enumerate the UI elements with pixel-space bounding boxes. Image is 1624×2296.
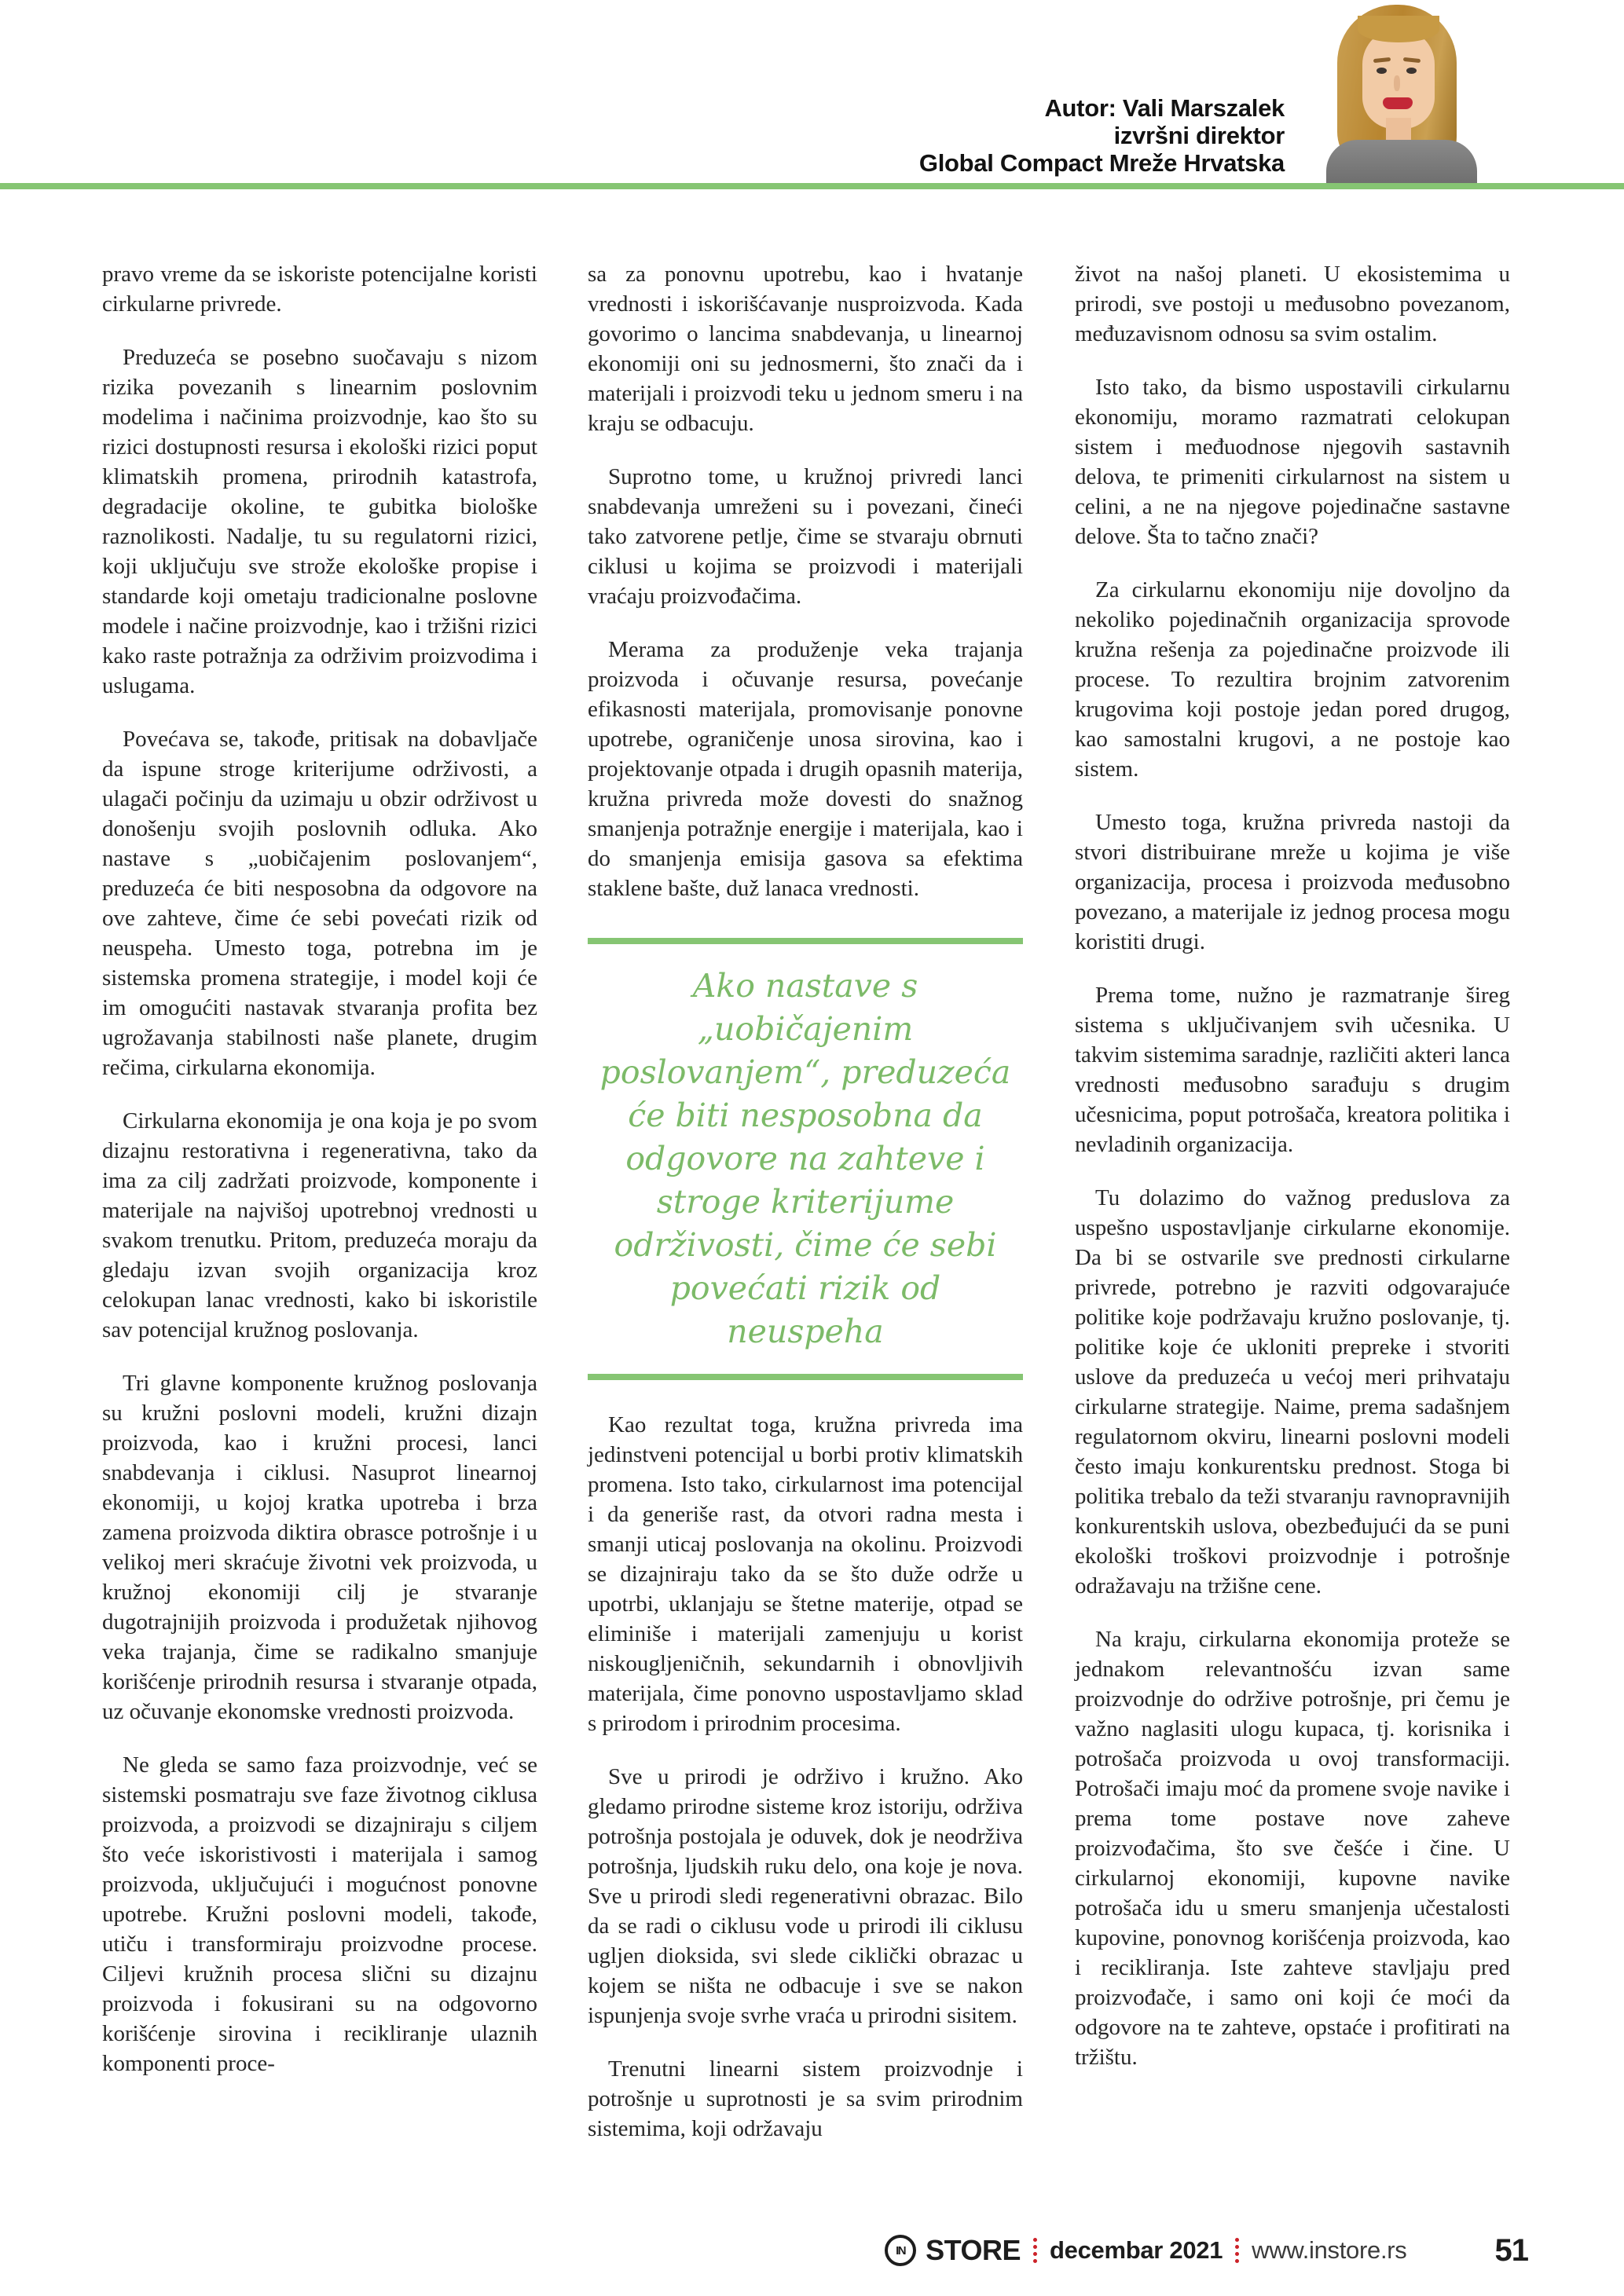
paragraph: Ne gleda se samo faza proizvodnje, već se sistemski posmatraju sve faze životnog ciklusa proizvoda, a proizvodi se dizajniraju s ciljem što veće iskoristivosti i materijala i samog proizvoda, uključujući i mogućnost ponovne upotrebe. Kružni poslovni modeli, takođe, utiču i transformiraju proizvodne procese. Ciljevi kružnih procesa slični su dizajnu proizvoda i fokusirani su na odgovorno korišćenje sirovina i recikliranje ulaznih komponenti proce- (102, 1752, 537, 2076)
pull-quote-text: Ako nastave s „uobičajenim poslovanjem“, preduzeća će biti nesposobna da odgovore na zahteve i stroge kriterijume održivosti, čime će sebi povećati rizik od neuspeha (599, 967, 1011, 1350)
paragraph: Tri glavne komponente kružnog poslovanja su kružni poslovni modeli, kružni dizajn proizvoda, kao i kružni procesi, lanci snabdevanja i ciklusi. Nasuprot linearnoj ekonomiji, u kojoj kratka upotreba i brza zamena proizvoda diktira obrasce potrošnje i u velikoj meri skraćuje životni vek proizvoda, u kružnoj ekonomiji cilj je stvaranje dugotrajnijih proizvoda i produžetak njihovog veka trajanja, čime se radikalno smanjuje korišćenje prirodnih resursa i stvaranje otpada, uz očuvanje ekonomske vrednosti proizvoda. (102, 1371, 537, 1724)
paragraph: pravo vreme da se iskoriste potencijalne koristi cirkularne privrede. (102, 262, 537, 317)
paragraph: Kao rezultat toga, kružna privreda ima jedinstveni potencijal u borbi protiv klimatskih promena. Isto tako, cirkularnost ima potencijal i da generiše rast, da otvori radna mesta i smanji uticaj poslovanja na okolinu. Proizvodi se dizajniraju tako da se što duže održe u upotrbi, uklanjaju se štetne materije, otpad se eliminiše i materijali zamenjuju u korist niskougljeničnih, sekundarnih i obnovljivih materijala, čime ponovno uspostavljamo sklad s prirodom i prirodnim procesima. (588, 1412, 1023, 1736)
paragraph: Sve u prirodi je održivo i kružno. Ako gledamo prirodne sisteme kroz istoriju, održiva potrošnja postojala je oduvek, dok je neodrživa potrošnja, ljudskih ruku delo, ona koje je nova. Sve u prirodi sledi regenerativni obrazac. Bilo da se radi o ciklusu vode u prirodi ili ciklusu ugljen dioksida, svi slede ciklički obrazac u kojem se ništa ne odbacuje i sve se nakon ispunjenja svoje svrhe vraća u prirodni sisitem. (588, 1764, 1023, 2028)
author-photo (1326, 0, 1477, 183)
paragraph: Preduzeća se posebno suočavaju s nizom rizika povezanih s linearnim poslovnim modelima i načinima proizvodnje, kao što su rizici dostupnosti resursa i ekološki rizici poput klimatskih promena, prirodnih katastrofa, degradacije okoline, te gubitka biološke raznolikosti. Nadalje, tu su regulatorni rizici, koji uključuju sve strože ekološke propise i standarde koji ometaju tradicionalne poslovne modele i načine proizvodnje, kao i tržišni rizici kako raste potražnja za održivim proizvodima i uslugama. (102, 345, 537, 698)
paragraph: Merama za produženje veka trajanja proizvoda i očuvanje resursa, povećanje efikasnosti materijala, promovisanje ponovne upotrebe, ograničenje unosa sirovina, kao i projektovanje otpada i drugih opasnih materija, kružna privreda može dovesti do snažnog smanjenja potražnje energije i materijala, kao i do smanjenja emisija gasova sa efektima staklene bašte, duž lanaca vrednosti. (588, 637, 1023, 901)
instore-logo-text: STORE (926, 2234, 1021, 2266)
page-number: 51 (1494, 2232, 1528, 2268)
page-footer (885, 2232, 1528, 2269)
quote-rule-top (588, 938, 1023, 944)
paragraph: Prema tome, nužno je razmatranje šireg sistema s uključivanjem svih učesnika. U takvim sistemima saradnje, različiti akteri lanca vrednosti međusobno sarađuju s drugim učesnicima, poput potrošača, kreatora politika i nevladinih organizacija. (1075, 983, 1511, 1157)
paragraph: Tu dolazimo do važnog preduslova za uspešno uspostavljanje cirkularne ekonomije. Da bi se ostvarile sve prednosti cirkularne privrede, potrebno je razviti odgovarajuće politike koje podržavaju kružno poslovanje, tj. politike koje će ukloniti prepreke i stvoriti uslove da preduzeća u većoj meri prihvataju cirkularne strategije. Naime, prema sadašnjem regulatornom okviru, linearni poslovni modeli često imaju konkurentsku prednost. Stoga bi politika trebalo da teži stvaranju ravnopravnijih konkurentskih uslova, obezbeđujući da se puni ekološki troškovi proizvodnje i potrošnje odražavaju na tržišne cene. (1075, 1185, 1510, 1598)
issue-date: decembar 2021 (1050, 2236, 1223, 2264)
photo-lips (1383, 97, 1413, 109)
column-2-bottom (588, 1410, 1023, 2144)
paragraph: Suprotno tome, u kružnoj privredi lanci snabdevanja umreženi su i povezani, čineći tako zatvorene petlje, čime se stvaraju obrnuti ciklusi u kojima se proizvodi i materijali vraćaju proizvođačima. (588, 464, 1023, 609)
website-url: www.instore.rs (1252, 2236, 1407, 2264)
header-divider-rule (0, 183, 1624, 189)
quote-rule-bottom (588, 1374, 1023, 1380)
column-2 (588, 259, 1023, 2144)
photo-fringe (1358, 16, 1439, 42)
paragraph: Za cirkularnu ekonomiju nije dovoljno da nekoliko pojedinačnih organizacija sprovode kružna rešenja za pojedinačne proizvode ili procese. To rezultira brojnim zatvorenim krugovima koji postoje jedan pored drugog, kao samostalni krugovi, a ne postoje kao sistem. (1075, 577, 1510, 782)
paragraph: Isto tako, da bismo uspostavili cirkularnu ekonomiju, moramo razmatrati celokupan sistem i međuodnose njegovih sastavnih delova, te primeniti cirkularnost na sistem u celini, a ne na njegove pojedinačne sastavne delove. Šta to tačno znači? (1075, 375, 1510, 549)
column-2-top (588, 259, 1023, 903)
paragraph: sa za ponovnu upotrebu, kao i hvatanje vrednosti i iskorišćavanje nusproizvoda. Kada govorimo o lancima snabdevanja, u linearnoj ekonomiji oni su jednosmerni, što znači da i materijali i proizvodi teku u jednom smeru i na kraju se odbacuju. (588, 262, 1023, 436)
author-block (919, 94, 1285, 177)
footer-dotted-separator (1235, 2238, 1239, 2263)
paragraph: Cirkularna ekonomija je ona koja je po svom dizajnu restorativna i regenerativna, tako da ima za cilj zadržati proizvode, komponente i materijale na najvišoj upotrebnoj vrednosti u svakom trenutku. Pritom, preduzeća moraju da gledaju izvan svojih organizacija kroz celokupan lanac vrednosti, kako bi iskoristile sav potencijal kružnog poslovanja. (102, 1108, 537, 1342)
paragraph: Trenutni linearni sistem proizvodnje i potrošnje u suprotnosti je sa svim prirodnim sistemima, koji održavaju (588, 2056, 1023, 2141)
author-title: izvršni direktor (1113, 122, 1285, 149)
author-organization: Global Compact Mreže Hrvatska (918, 149, 1285, 177)
paragraph: Na kraju, cirkularna ekonomija proteže se jednakom relevantnošću izvan same proizvodnje do održive potrošnje, pri čemu je važno naglasiti ulogu kupaca, tj. korisnika i potrošača proizvoda u ovoj transformaciji. Potrošači imaju moć da promene svoje navike i prema tome postave nove zaheve proizvođačima, što sve češće i čine. U cirkularnoj ekonomiji, kupovne navike potrošača idu u smeru smanjenja učestalosti kupovine, ponovnog korišćenja proizvoda, kao i recikliranja. Iste zahteve stavljaju pred proizvođače, i samo oni koji će moći da odgovore na te zahteve, opstaće i profitirati na tržištu. (1075, 1627, 1510, 2070)
author-name: Autor: Vali Marszalek (1044, 94, 1285, 122)
photo-shoulders (1326, 140, 1477, 183)
paragraph: Umesto toga, kružna privreda nastoji da stvori distribuirane mreže u kojima je više organizacija, procesa i proizvoda međusobno povezano, a materijale iz jednog procesa mogu koristiti drugi. (1075, 810, 1510, 954)
paragraph: život na našoj planeti. U ekosistemima u prirodi, sve postoji u međusobno povezanom, međuzavisnom odnosu sa svim ostalim. (1075, 262, 1510, 346)
instore-logo (885, 2234, 1021, 2267)
pull-quote-block (588, 938, 1023, 1380)
footer-dotted-separator (1033, 2238, 1037, 2263)
column-3 (1075, 259, 1510, 2072)
column-1 (102, 259, 537, 2078)
paragraph: Povećava se, takođe, pritisak na dobavljače da ispune stroge kriterijume održivosti, a ulagači počinju da uzimaju u obzir održivost u donošenju svojih poslovnih odluka. Ako nastave s „uobičajenim poslovanjem“, preduzeća će biti nesposobna da odgovore na ove zahteve, čime će sebi povećati rizik od neuspeha. Umesto toga, potrebna im je sistemska promena strategije, i model koji će im omogućiti nastavak stvaranja profita bez ugrožavanja stabilnosti naše planete, drugim rečima, cirkularna ekonomija. (102, 727, 537, 1080)
instore-logo-monogram-icon: IN (885, 2235, 916, 2266)
